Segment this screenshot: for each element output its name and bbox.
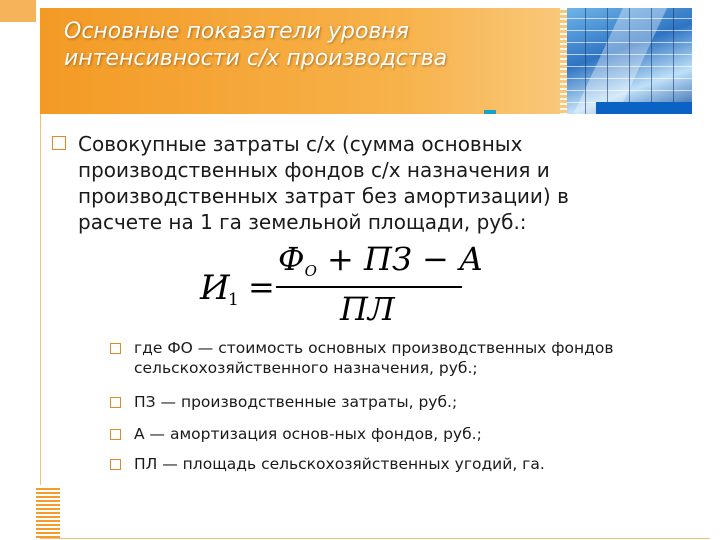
formula-numerator bbox=[278, 240, 483, 280]
formula-numerator-a: Ф bbox=[278, 240, 305, 278]
definition-text: где ФО — стоимость основных производственных фондов сельскохозяйственного назначения, руб.; bbox=[134, 339, 614, 377]
formula-numerator-a-subscript: О bbox=[304, 262, 317, 280]
formula-numerator-rest: + ПЗ − А bbox=[316, 240, 484, 278]
formula-denominator: ПЛ bbox=[340, 290, 395, 328]
bullet-box-icon bbox=[110, 343, 121, 354]
formula-fraction-bar bbox=[276, 286, 462, 288]
slide-title: Основные показатели уровня интенсивности с/х производства bbox=[64, 19, 448, 71]
bullet-box-icon bbox=[52, 136, 66, 150]
definition-text: ПЗ — производственные затраты, руб.; bbox=[134, 393, 458, 411]
decor-teal-bar bbox=[484, 110, 496, 114]
decor-vertical-line bbox=[40, 90, 41, 485]
decor-blue-bar bbox=[596, 102, 692, 114]
decor-stripe-top bbox=[0, 0, 36, 22]
building-image bbox=[567, 8, 692, 114]
definition-text: А — амортизация основ-ных фондов, руб.; bbox=[134, 425, 482, 443]
bullet-box-icon bbox=[110, 459, 121, 470]
formula bbox=[190, 240, 490, 334]
formula-lhs: И bbox=[200, 268, 230, 308]
formula-lhs-subscript: 1 bbox=[228, 290, 239, 310]
bullet-box-icon bbox=[110, 397, 121, 408]
decor-bottom-line bbox=[40, 538, 710, 539]
bullet-box-icon bbox=[110, 429, 121, 440]
main-bullet-text: Совокупные затраты с/х (сумма основных производственных фондов с/х назначения и производственных затрат без амортизации) в расчете на 1 га земельной площади, руб.: bbox=[78, 132, 569, 234]
formula-equals: = bbox=[248, 268, 275, 306]
decor-stripe-bottom bbox=[36, 488, 60, 540]
definition-text: ПЛ — площадь сельскохозяйственных угодий, га. bbox=[134, 455, 545, 473]
